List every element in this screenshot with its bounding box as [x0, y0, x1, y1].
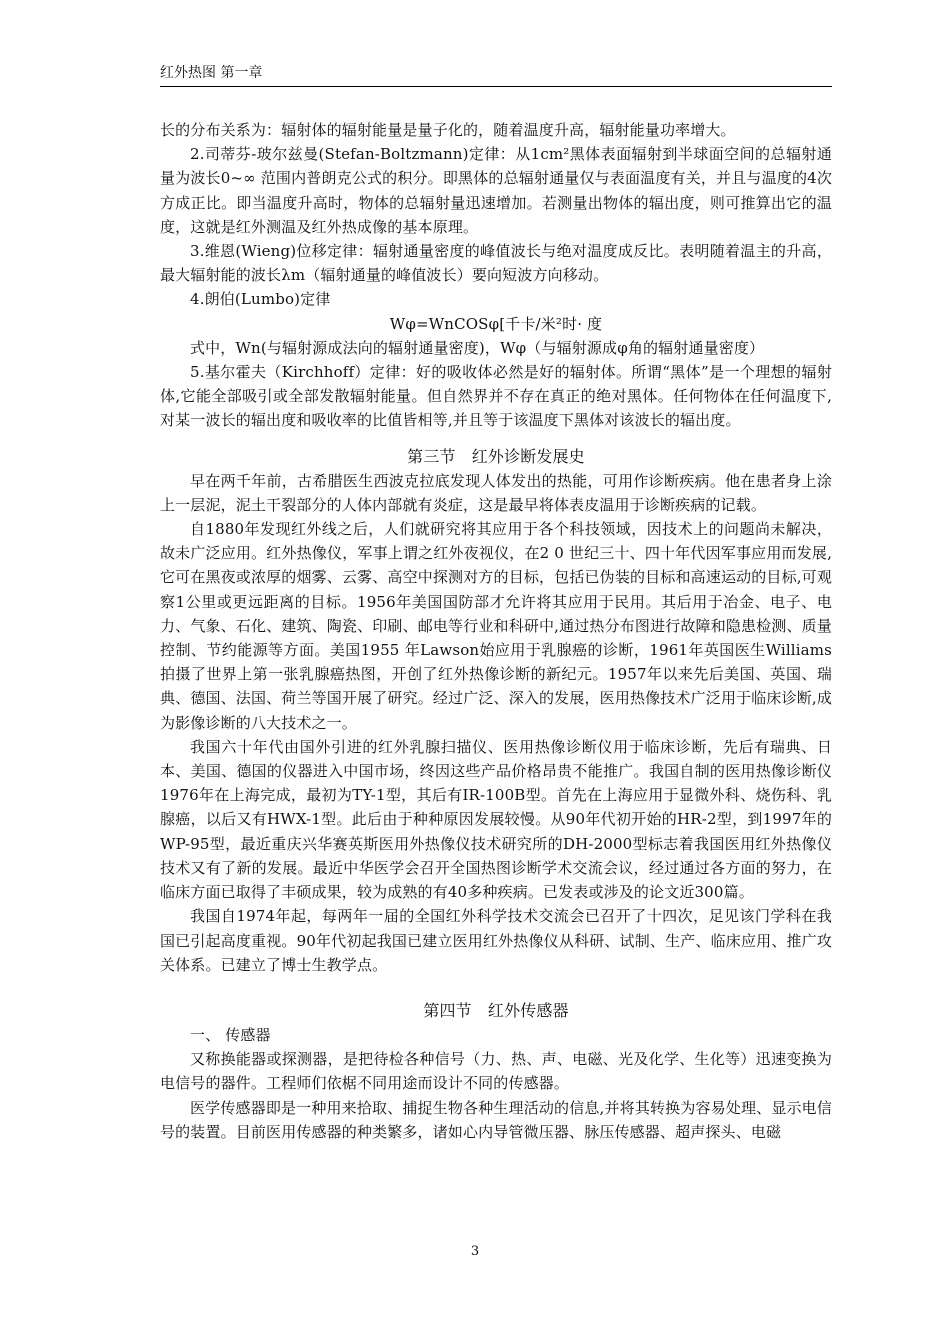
paragraph-history-conference: 我国自1974年起，每两年一届的全国红外科学技术交流会已召开了十四次，足见该门学科在我国已引起高度重视。90年代初起我国已建立医用红外热像仪从科研、试制、生产、临床应用、推广攻关体系。已建立了博士生教学点。 [160, 907, 832, 974]
paragraph-history-modern: 自1880年发现红外线之后，人们就研究将其应用于各个科技领域，因技术上的问题尚未解决，故未广泛应用。红外热像仪，军事上谓之红外夜视仪，在2 0 世纪三十、四十年代因军事应用而发展,它可在黑夜或浓厚的烟雾、云雾、高空中探测对方的目标，包括已伪装的目标和高速运动的目标,可观察1公里或更远距离的目标。1956年美国国防部才允许将其应用于民用。其后用于冶金、电子、电力、气象、石化、建筑、陶瓷、印刷、邮电等行业和科研中,通过热分布图进行故障和隐患检测、质量控制、节约能源等方面。美国1955 年Lawson始应用于乳腺癌的诊断，1961年英国医生Williams拍摄了世界上第一张乳腺癌热图，开创了红外热像诊断的新纪元。1957年以来先后美国、英国、瑞典、德国、法国、荷兰等国开展了研究。经过广泛、深入的发展，医用热像技术广泛用于临床诊断,成为影像诊断的八大技术之一。 [160, 520, 832, 732]
paragraph-history-ancient: 早在两千年前，古希腊医生西波克拉底发现人体发出的热能，可用作诊断疾病。他在患者身上涂上一层泥，泥土干裂部分的人体内部就有炎症，这是最早将体表皮温用于诊断疾病的记载。 [160, 471, 832, 514]
header-title: 红外热图 第一章 [160, 65, 263, 81]
paragraph-stefan-boltzmann: 2.司蒂芬-玻尔兹曼(Stefan-Boltzmann)定律：从1cm²黑体表面辐射到半球面空间的总辐射通量为波长0~∞ 范围内普朗克公式的积分。即黑体的总辐射通量仅与表面温度有关，并且与温度的4次方成正比。即当温度升高时，物体的总辐射量迅速增加。若测量出物体的辐出度，则可推算出它的温度，这就是红外测温及红外热成像的基本原理。 [160, 145, 832, 236]
subsection-heading: 一、 传感器 [190, 1025, 271, 1044]
paragraph-sensor-definition: 又称换能器或探测器，是把待检各种信号（力、热、声、电磁、光及化学、生化等）迅速变换为电信号的器件。工程师们依椐不同用途而设计不同的传感器。 [160, 1050, 832, 1093]
page-number: 3 [470, 1244, 480, 1259]
page-content [160, 118, 832, 1144]
section-3-title: 第三节 红外诊断发展史 [407, 446, 585, 466]
paragraph-medical-sensor: 医学传感器即是一种用来拾取、捕捉生物各种生理活动的信息,并将其转换为容易处理、显示电信号的装置。目前医用传感器的种类繁多，诸如心内导管微压器、脉压传感器、超声探头、电磁 [160, 1098, 832, 1141]
paragraph-continued: 长的分布关系为：辐射体的辐射能量是量子化的，随着温度升高，辐射能量功率增大。 [160, 121, 736, 139]
formula: Wφ=WnCOSφ[千卡/米²时· 度 [389, 314, 603, 333]
paragraph-kirchhoff: 5.基尔霍夫（Kirchhoff）定律：好的吸收体必然是好的辐射体。所谓“黑体”是一个理想的辐射体,它能全部吸引或全部发散辐射能量。但自然界并不存在真正的绝对黑体。任何物体在任何温度下,对某一波长的辐出度和吸收率的比值皆相等,并且等于该温度下黑体对该波长的辐出度。 [160, 363, 832, 430]
running-header [160, 64, 832, 87]
section-4-title: 第四节 红外传感器 [423, 1000, 569, 1020]
paragraph-lambert-heading: 4.朗伯(Lumbo)定律 [190, 290, 331, 309]
paragraph-wien: 3.维恩(Wieng)位移定律：辐射通量密度的峰值波长与绝对温度成反比。表明随着温主的升高，最大辐射能的波长λm（辐射通量的峰值波长）要向短波方向移动。 [160, 242, 832, 285]
paragraph-formula-legend: 式中，Wn(与辐射源成法向的辐射通量密度)，Wφ（与辐射源成φ角的辐射通量密度） [190, 338, 765, 357]
paragraph-history-china: 我国六十年代由国外引进的红外乳腺扫描仪、医用热像诊断仪用于临床诊断，先后有瑞典、日本、美国、德国的仪器进入中国市场，终因这些产品价格昂贵不能推广。我国自制的医用热像诊断仪1976年在上海完成，最初为TY-1型，其后有IR-100B型。首先在上海应用于显微外科、烧伤科、乳腺癌，以后又有HWX-1型。此后由于种种原因发展较慢。从90年代初开始的HR-2型，到1997年的WP-95型，最近重庆兴华赛英斯医用外热像仪技术研究所的DH-2000型标志着我国医用红外热像仪技术又有了新的发展。最近中华医学会召开全国热图诊断学术交流会议，经过通过各方面的努力，在临床方面已取得了丰硕成果，较为成熟的有40多种疾病。已发表或涉及的论文近300篇。 [160, 737, 832, 902]
